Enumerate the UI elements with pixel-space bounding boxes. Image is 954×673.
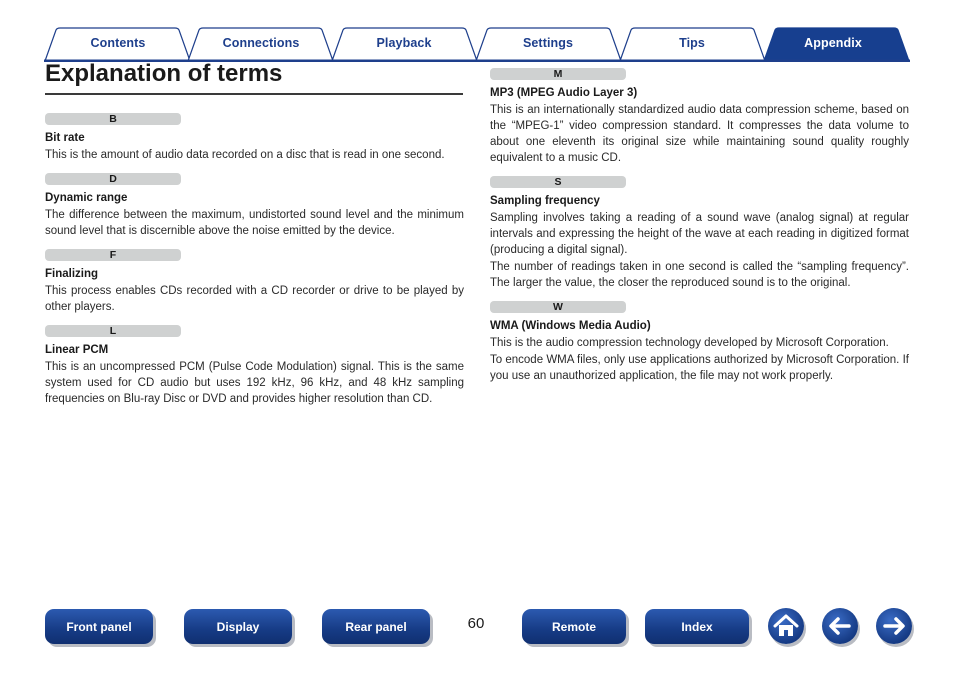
term-description-continued: The number of readings taken in one second is called the “sampling frequency”. The larger the value, the closer the reproduced sound is to the original.	[490, 261, 909, 289]
term-description: This is an uncompressed PCM (Pulse Code Modulation) signal. This is the same system used for CD audio but uses 192 kHz, 96 kHz, and 48 kHz sampling frequencies on Blu-ray Disc or DVD and provides higher resolution than CD.	[45, 361, 464, 405]
left-column	[45, 113, 464, 417]
section-s	[490, 176, 909, 291]
front-panel-button[interactable]: Front panel	[45, 609, 153, 644]
tab-bar	[44, 27, 910, 62]
section-w	[490, 301, 909, 384]
section-l	[45, 325, 464, 407]
display-button[interactable]: Display	[184, 609, 292, 644]
section-b	[45, 113, 464, 163]
letter-bar: B	[45, 113, 181, 125]
arrow-right-icon	[876, 608, 912, 644]
tab-connections[interactable]: Connections	[222, 36, 300, 50]
term-description: The difference between the maximum, undistorted sound level and the minimum sound level that is discernible above the noise emitted by the device.	[45, 209, 464, 237]
forward-button[interactable]	[876, 608, 912, 644]
remote-button[interactable]: Remote	[522, 609, 626, 644]
term-description: This is the amount of audio data recorded on a disc that is read in one second.	[45, 149, 445, 161]
letter-bar: D	[45, 173, 181, 185]
arrow-left-icon	[822, 608, 858, 644]
home-icon	[768, 608, 804, 644]
term-description: This process enables CDs recorded with a CD recorder or drive to be played by other players.	[45, 285, 464, 313]
term-title: Dynamic range	[45, 192, 128, 204]
section-m	[490, 68, 909, 166]
index-button[interactable]: Index	[645, 609, 749, 644]
term-title: WMA (Windows Media Audio)	[490, 320, 651, 332]
term-title: Linear PCM	[45, 344, 109, 356]
letter-bar: L	[45, 325, 181, 337]
section-f	[45, 249, 464, 315]
term-title: Finalizing	[45, 268, 99, 280]
page-title: Explanation of terms	[45, 60, 283, 87]
page-number: 60	[467, 615, 485, 632]
term-title: Sampling frequency	[490, 195, 600, 207]
letter-bar: W	[490, 301, 626, 313]
tab-settings[interactable]: Settings	[522, 36, 574, 50]
term-title: Bit rate	[45, 132, 85, 144]
back-button[interactable]	[822, 608, 858, 644]
section-d	[45, 173, 464, 239]
term-description: Sampling involves taking a reading of a sound wave (analog signal) at regular intervals and expressing the height of the wave at each reading in digitized format (producing a digital signal).	[490, 212, 909, 256]
term-description: This is the audio compression technology developed by Microsoft Corporation.	[490, 337, 889, 349]
letter-bar: F	[45, 249, 181, 261]
home-button[interactable]	[768, 608, 804, 644]
tab-appendix[interactable]: Appendix	[804, 36, 862, 50]
term-title: MP3 (MPEG Audio Layer 3)	[490, 87, 638, 99]
right-column	[490, 68, 909, 394]
rear-panel-button[interactable]: Rear panel	[322, 609, 430, 644]
term-description-continued: To encode WMA files, only use applications authorized by Microsoft Corporation. If you use an unauthorized application, the file may not work properly.	[490, 354, 909, 382]
tab-playback[interactable]: Playback	[376, 36, 432, 50]
term-description: This is an internationally standardized audio data compression scheme, based on the “MPEG-1” video compression standard. It compresses the data volume to about one eleventh its original size while maintaining sound quality roughly equivalent to a music CD.	[490, 104, 909, 164]
letter-bar: M	[490, 68, 626, 80]
letter-bar: S	[490, 176, 626, 188]
tab-contents[interactable]: Contents	[90, 36, 146, 50]
tab-tips[interactable]: Tips	[679, 36, 705, 50]
title-underline	[45, 93, 463, 95]
